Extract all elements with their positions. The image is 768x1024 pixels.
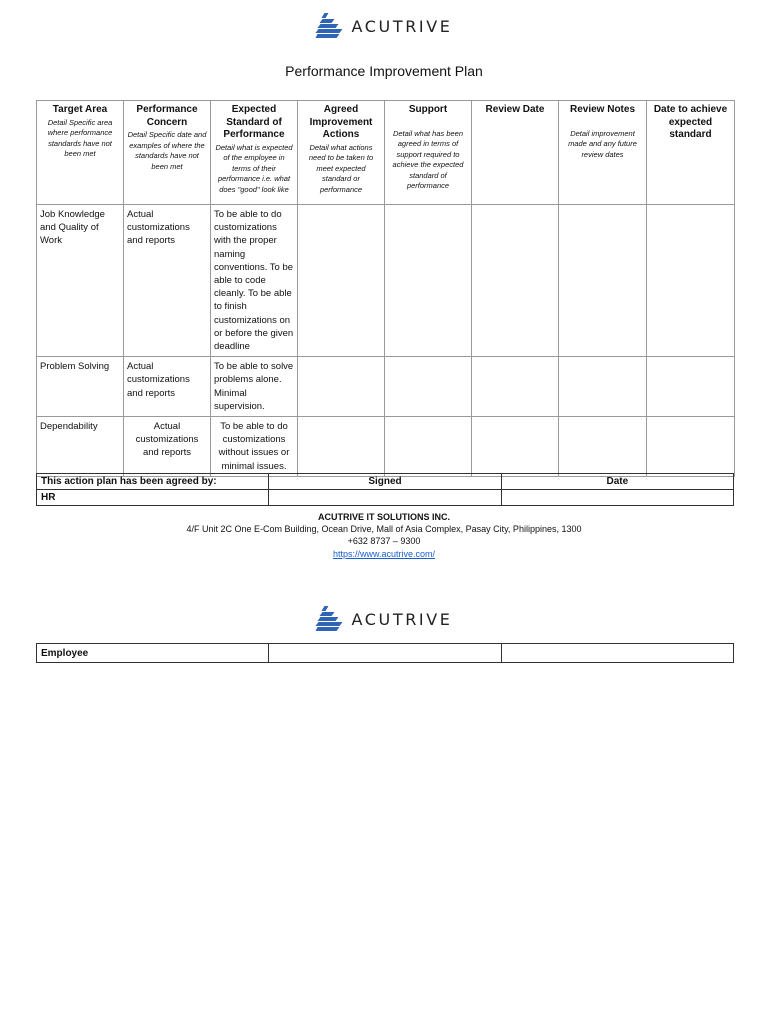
company-website-link[interactable]: https://www.acutrive.com/ — [332, 548, 436, 559]
company-phone: +632 8737 – 9300 — [347, 536, 421, 547]
cell-review-notes — [559, 357, 647, 417]
header-performance-concern: Performance Concern Detail Specific date and examples of where the standards have not been met — [124, 101, 211, 205]
acutrive-logo-icon — [315, 605, 343, 633]
company-name: ACUTRIVE IT SOLUTIONS INC. — [317, 512, 450, 522]
cell-review-notes — [559, 205, 647, 357]
table-header-row — [37, 101, 735, 205]
brand-name: ACUTRIVE — [351, 609, 453, 629]
table-row — [37, 205, 735, 357]
company-footer — [0, 511, 768, 560]
acutrive-logo-icon — [315, 12, 343, 40]
cell-review-date — [472, 417, 559, 477]
signoff-employee-row — [37, 644, 734, 663]
cell-concern: Actual customizations and reports — [124, 205, 211, 357]
employee-label: Employee — [37, 644, 269, 663]
cell-date-to-achieve — [647, 205, 735, 357]
cell-expected: To be able to solve problems alone. Minimal supervision. — [211, 357, 298, 417]
cell-date-to-achieve — [647, 357, 735, 417]
signoff-table — [36, 473, 734, 506]
hr-label: HR — [37, 490, 269, 506]
cell-target-area: Job Knowledge and Quality of Work — [37, 205, 124, 357]
cell-actions — [298, 357, 385, 417]
header-review-notes: Review Notes Detail improvement made and any future review dates — [559, 101, 647, 205]
cell-support — [385, 357, 472, 417]
employee-signature-field[interactable] — [269, 644, 501, 663]
cell-target-area: Problem Solving — [37, 357, 124, 417]
cell-support — [385, 417, 472, 477]
cell-actions — [298, 417, 385, 477]
cell-support — [385, 205, 472, 357]
agreed-by-label: This action plan has been agreed by: — [37, 474, 269, 490]
company-logo — [315, 605, 452, 633]
page-title: Performance Improvement Plan — [285, 63, 483, 79]
cell-target-area: Dependability — [37, 417, 124, 477]
brand-name: ACUTRIVE — [351, 16, 453, 36]
signoff-hr-row — [37, 490, 734, 506]
header-target-area: Target Area Detail Specific area where performance standards have not been met — [37, 101, 124, 205]
cell-actions — [298, 205, 385, 357]
table-row — [37, 417, 735, 477]
employee-signoff-table — [36, 643, 734, 663]
header-review-date: Review Date — [472, 101, 559, 205]
cell-concern: Actual customizations and reports — [124, 357, 211, 417]
company-logo — [315, 12, 452, 40]
header-support: Support Detail what has been agreed in terms of support required to achieve the expected standard of performance — [385, 101, 472, 205]
table-row — [37, 357, 735, 417]
cell-review-notes — [559, 417, 647, 477]
header-date-to-achieve: Date to achieve expected standard — [647, 101, 735, 205]
company-address: 4/F Unit 2C One E-Com Building, Ocean Drive, Mall of Asia Complex, Pasay City, Philippines, 1300 — [186, 524, 582, 535]
signoff-header-row — [37, 474, 734, 490]
cell-concern: Actual customizations and reports — [124, 417, 211, 477]
cell-review-date — [472, 357, 559, 417]
signed-label: Signed — [269, 474, 501, 490]
hr-signature-field[interactable] — [269, 490, 501, 506]
employee-date-field[interactable] — [501, 644, 733, 663]
date-label: Date — [501, 474, 733, 490]
hr-date-field[interactable] — [501, 490, 733, 506]
cell-expected: To be able to do customizations without issues or minimal issues. — [211, 417, 298, 477]
performance-plan-table — [36, 100, 735, 477]
header-expected-standard: Expected Standard of Performance Detail what is expected of the employee in terms of their performance i.e. what does "good" look like — [211, 101, 298, 205]
cell-expected: To be able to do customizations with the proper naming conventions. To be able to code cleanly. To be able to finish customizations on or before the given deadline — [211, 205, 298, 357]
cell-review-date — [472, 205, 559, 357]
header-agreed-actions: Agreed Improvement Actions Detail what actions need to be taken to meet expected standard or performance — [298, 101, 385, 205]
cell-date-to-achieve — [647, 417, 735, 477]
